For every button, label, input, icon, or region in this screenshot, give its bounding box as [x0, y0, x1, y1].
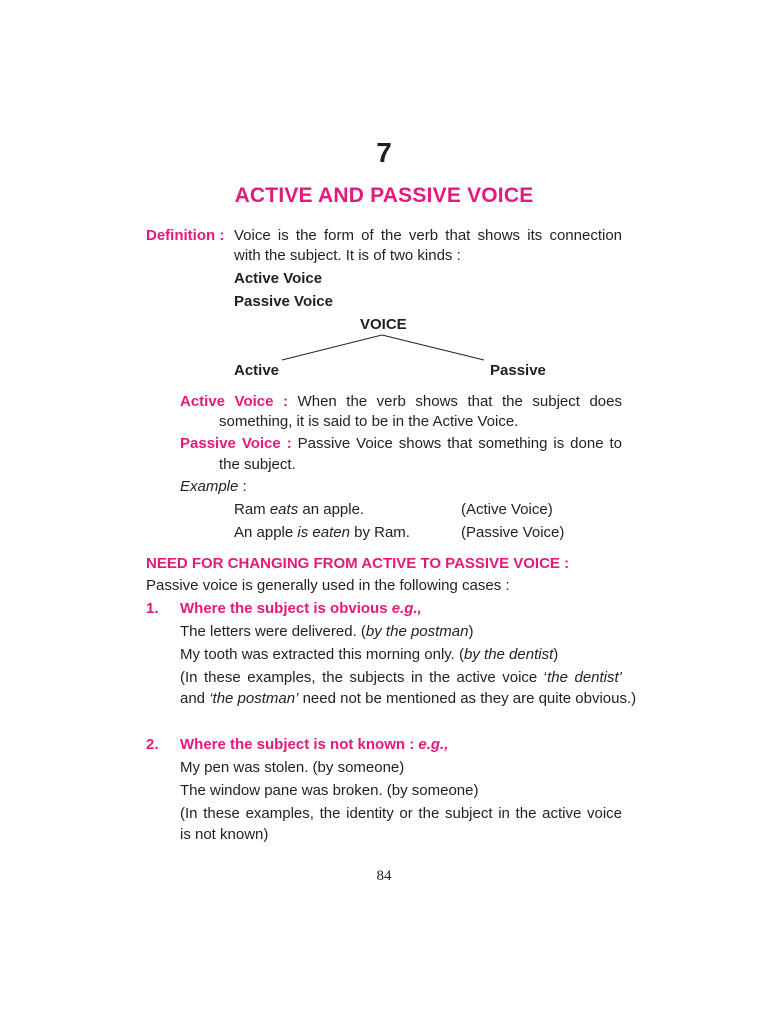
diagram-root: VOICE	[360, 316, 407, 333]
example-label: Example	[180, 478, 239, 495]
diagram-left: Active	[234, 362, 280, 379]
example-1-pre: Ram	[234, 501, 270, 518]
case-1-ex1-pre: The letters were delivered. (	[180, 623, 366, 640]
chapter-title: ACTIVE AND PASSIVE VOICE	[234, 184, 534, 207]
case-2-example-2: The window pane was broken. (by someone)	[180, 782, 479, 799]
case-2-title-text: Where the subject is not known :	[180, 736, 419, 753]
passive-def-line-1	[180, 433, 622, 454]
page-number: 84	[376, 868, 392, 884]
case-2-title	[180, 734, 448, 755]
case-1-note2-pre: and	[180, 690, 210, 707]
case-1-eg: e.g.,	[391, 600, 422, 617]
example-1-post: an apple.	[298, 501, 365, 518]
case-1-ex2-pre: My tooth was extracted this morning only. (	[180, 646, 465, 663]
case-1-example-1	[180, 621, 473, 642]
case-2-eg: e.g.,	[418, 736, 449, 753]
case-1-ex2-em: by the dentist	[464, 646, 554, 663]
example-2-post: by Ram.	[349, 524, 410, 541]
branch-left	[282, 335, 382, 360]
case-1-example-2	[180, 644, 558, 665]
chapter-number: 7	[376, 137, 392, 168]
case-1-note1-pre: (In these examples, the subjects in the active voice ‘	[180, 669, 548, 686]
active-def-line-2: something, it is said to be in the Active Voice.	[219, 413, 519, 430]
example-row-1	[234, 499, 364, 520]
diagram-right: Passive	[490, 362, 546, 379]
case-1-note-2	[180, 688, 636, 709]
example-2-em: is eaten	[297, 524, 350, 541]
diagram-branches	[270, 330, 500, 370]
case-1-ex1-post: )	[468, 623, 474, 640]
case-1-number: 1.	[146, 600, 159, 617]
case-1-ex1-em: by the postman	[365, 623, 469, 640]
kind-passive: Passive Voice	[234, 293, 333, 310]
active-def-label: Active Voice :	[180, 393, 289, 410]
case-1-note1-em: the dentist’	[547, 669, 622, 686]
example-1-em: eats	[269, 501, 299, 518]
example-1-tag: (Active Voice)	[461, 501, 553, 518]
case-2-number: 2.	[146, 736, 159, 753]
passive-def-text-1: Passive Voice shows that something is done to	[297, 435, 623, 452]
branch-right	[382, 335, 484, 360]
need-heading: NEED FOR CHANGING FROM ACTIVE TO PASSIVE VOICE :	[146, 555, 570, 572]
case-1-title	[180, 598, 422, 619]
case-1-note-1	[180, 667, 622, 688]
passive-def-label: Passive Voice :	[180, 435, 292, 452]
case-2-note-2: is not known)	[180, 826, 269, 843]
active-def-text-1: When the verb shows that the subject does	[297, 393, 622, 410]
case-1-ex2-post: )	[553, 646, 559, 663]
example-2-pre: An apple	[234, 524, 298, 541]
definition-line-2: with the subject. It is of two kinds :	[234, 247, 461, 264]
case-2-example-1: My pen was stolen. (by someone)	[180, 759, 405, 776]
case-1-title-text: Where the subject is obvious	[180, 600, 392, 617]
active-def-line-1	[180, 391, 622, 412]
passive-def-line-2: the subject.	[219, 456, 296, 473]
example-row-2	[234, 522, 410, 543]
example-colon: :	[238, 478, 247, 495]
case-2-note-1: (In these examples, the identity or the subject in the active voice	[180, 805, 622, 822]
case-1-note2-post: need not be mentioned as they are quite obvious.)	[298, 690, 637, 707]
example-2-tag: (Passive Voice)	[461, 524, 565, 541]
kind-active: Active Voice	[234, 270, 323, 287]
case-1-note2-em: ‘the postman’	[209, 690, 299, 707]
example-heading	[180, 476, 247, 497]
need-intro: Passive voice is generally used in the following cases :	[146, 577, 510, 594]
definition-line-1: Voice is the form of the verb that shows its connection	[234, 227, 622, 244]
definition-label: Definition :	[146, 227, 225, 244]
